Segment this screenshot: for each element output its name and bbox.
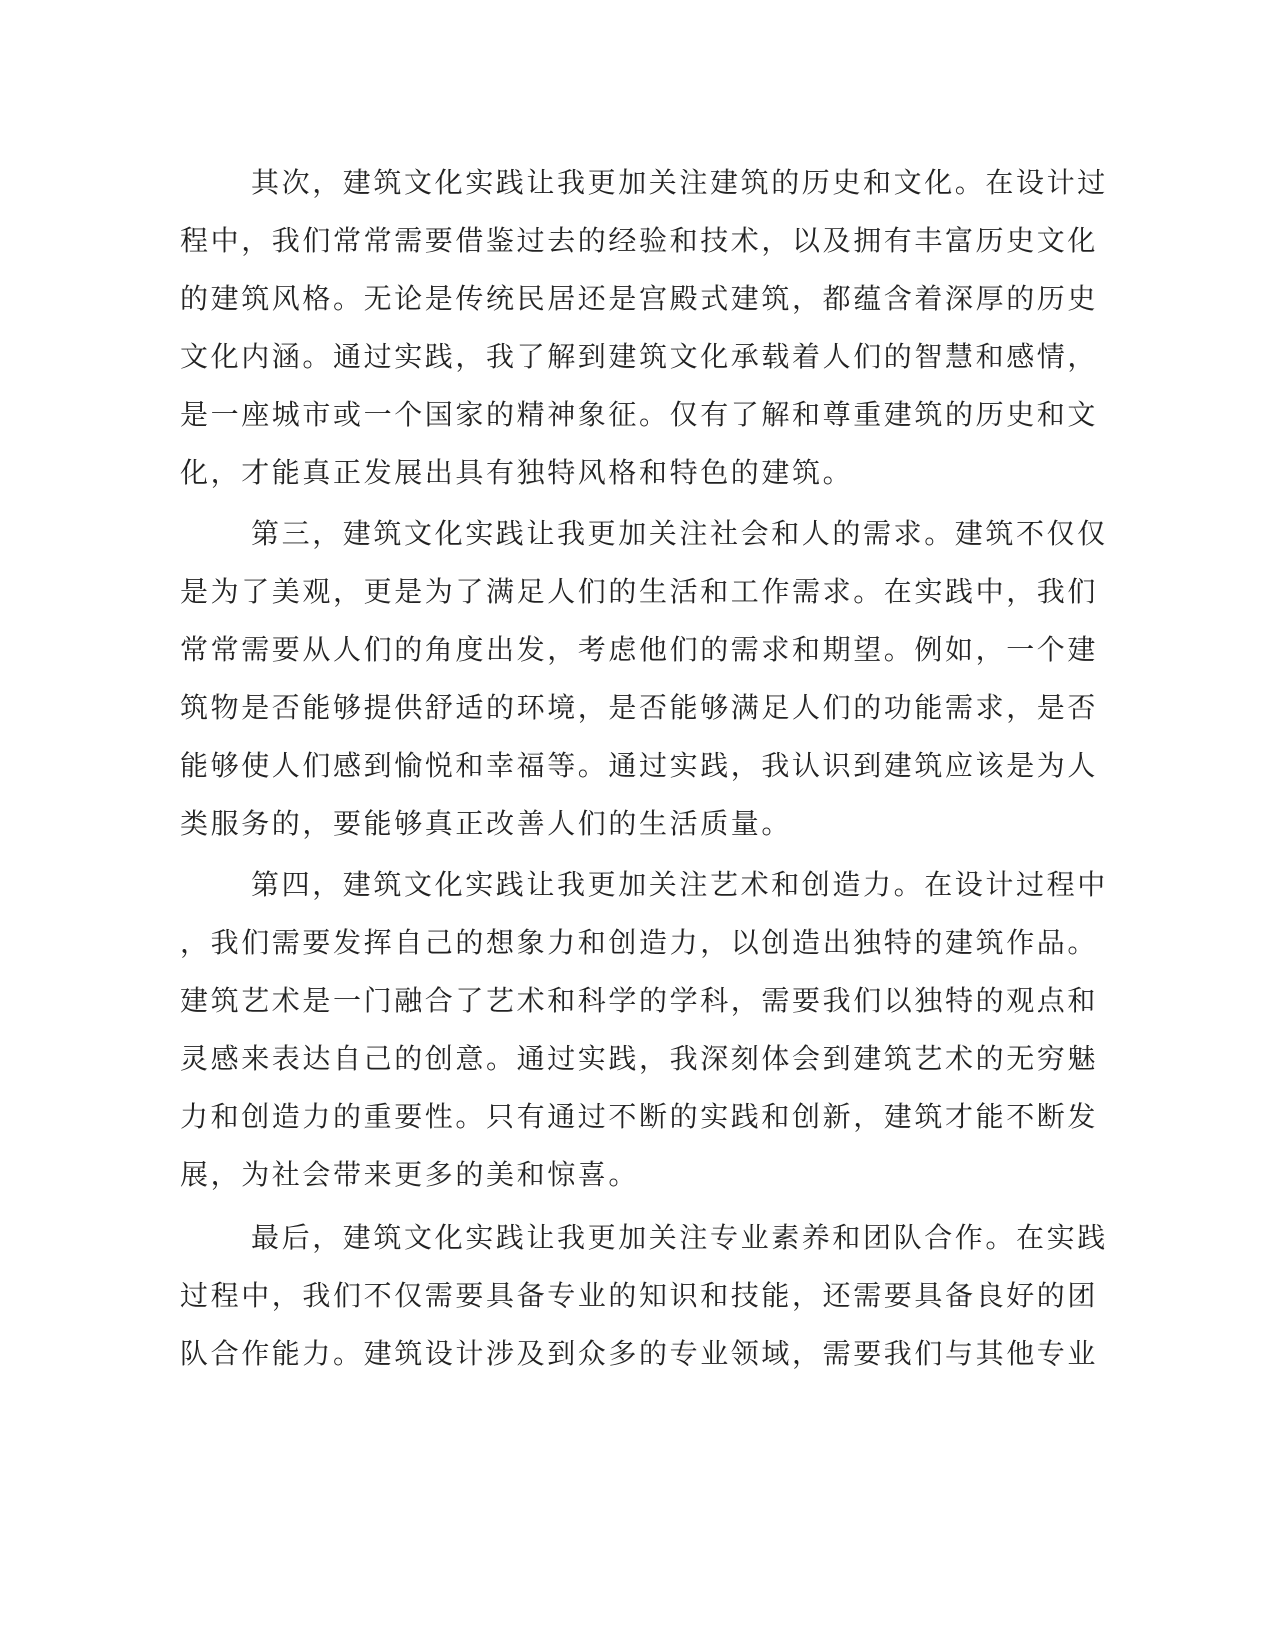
paragraph-line: 的建筑风格。无论是传统民居还是宫殿式建筑，都蕴含着深厚的历史 xyxy=(180,282,1099,315)
paragraph-line: 力和创造力的重要性。只有通过不断的实践和创新，建筑才能不断发 xyxy=(180,1100,1099,1133)
paragraph-line: 队合作能力。建筑设计涉及到众多的专业领域，需要我们与其他专业 xyxy=(180,1337,1099,1370)
paragraph-line: 文化内涵。通过实践，我了解到建筑文化承载着人们的智慧和感情， xyxy=(180,340,1099,373)
paragraph-line: 建筑艺术是一门融合了艺术和科学的学科，需要我们以独特的观点和 xyxy=(180,984,1099,1017)
paragraph-line: 灵感来表达自己的创意。通过实践，我深刻体会到建筑艺术的无穷魅 xyxy=(180,1042,1099,1075)
paragraph-line: 第三，建筑文化实践让我更加关注社会和人的需求。建筑不仅仅 xyxy=(251,517,1108,550)
paragraph-line: 化，才能真正发展出具有独特风格和特色的建筑。 xyxy=(180,456,854,489)
paragraph-line: 程中，我们常常需要借鉴过去的经验和技术，以及拥有丰富历史文化 xyxy=(180,224,1099,257)
paragraph-line: 第四，建筑文化实践让我更加关注艺术和创造力。在设计过程中 xyxy=(251,868,1108,901)
paragraph-line: 最后，建筑文化实践让我更加关注专业素养和团队合作。在实践 xyxy=(251,1221,1108,1254)
paragraph-line: 其次，建筑文化实践让我更加关注建筑的历史和文化。在设计过 xyxy=(251,166,1108,199)
paragraph-line: ，我们需要发挥自己的想象力和创造力，以创造出独特的建筑作品。 xyxy=(180,926,1099,959)
paragraph-line: 筑物是否能够提供舒适的环境，是否能够满足人们的功能需求，是否 xyxy=(180,691,1099,724)
paragraph-line: 常常需要从人们的角度出发，考虑他们的需求和期望。例如，一个建 xyxy=(180,633,1099,666)
paragraph-line: 类服务的，要能够真正改善人们的生活质量。 xyxy=(180,807,793,840)
paragraph-line: 是一座城市或一个国家的精神象征。仅有了解和尊重建筑的历史和文 xyxy=(180,398,1099,431)
paragraph-line: 展，为社会带来更多的美和惊喜。 xyxy=(180,1158,640,1191)
paragraph-line: 过程中，我们不仅需要具备专业的知识和技能，还需要具备良好的团 xyxy=(180,1279,1099,1312)
paragraph-line: 是为了美观，更是为了满足人们的生活和工作需求。在实践中，我们 xyxy=(180,575,1099,608)
paragraph-line: 能够使人们感到愉悦和幸福等。通过实践，我认识到建筑应该是为人 xyxy=(180,749,1099,782)
